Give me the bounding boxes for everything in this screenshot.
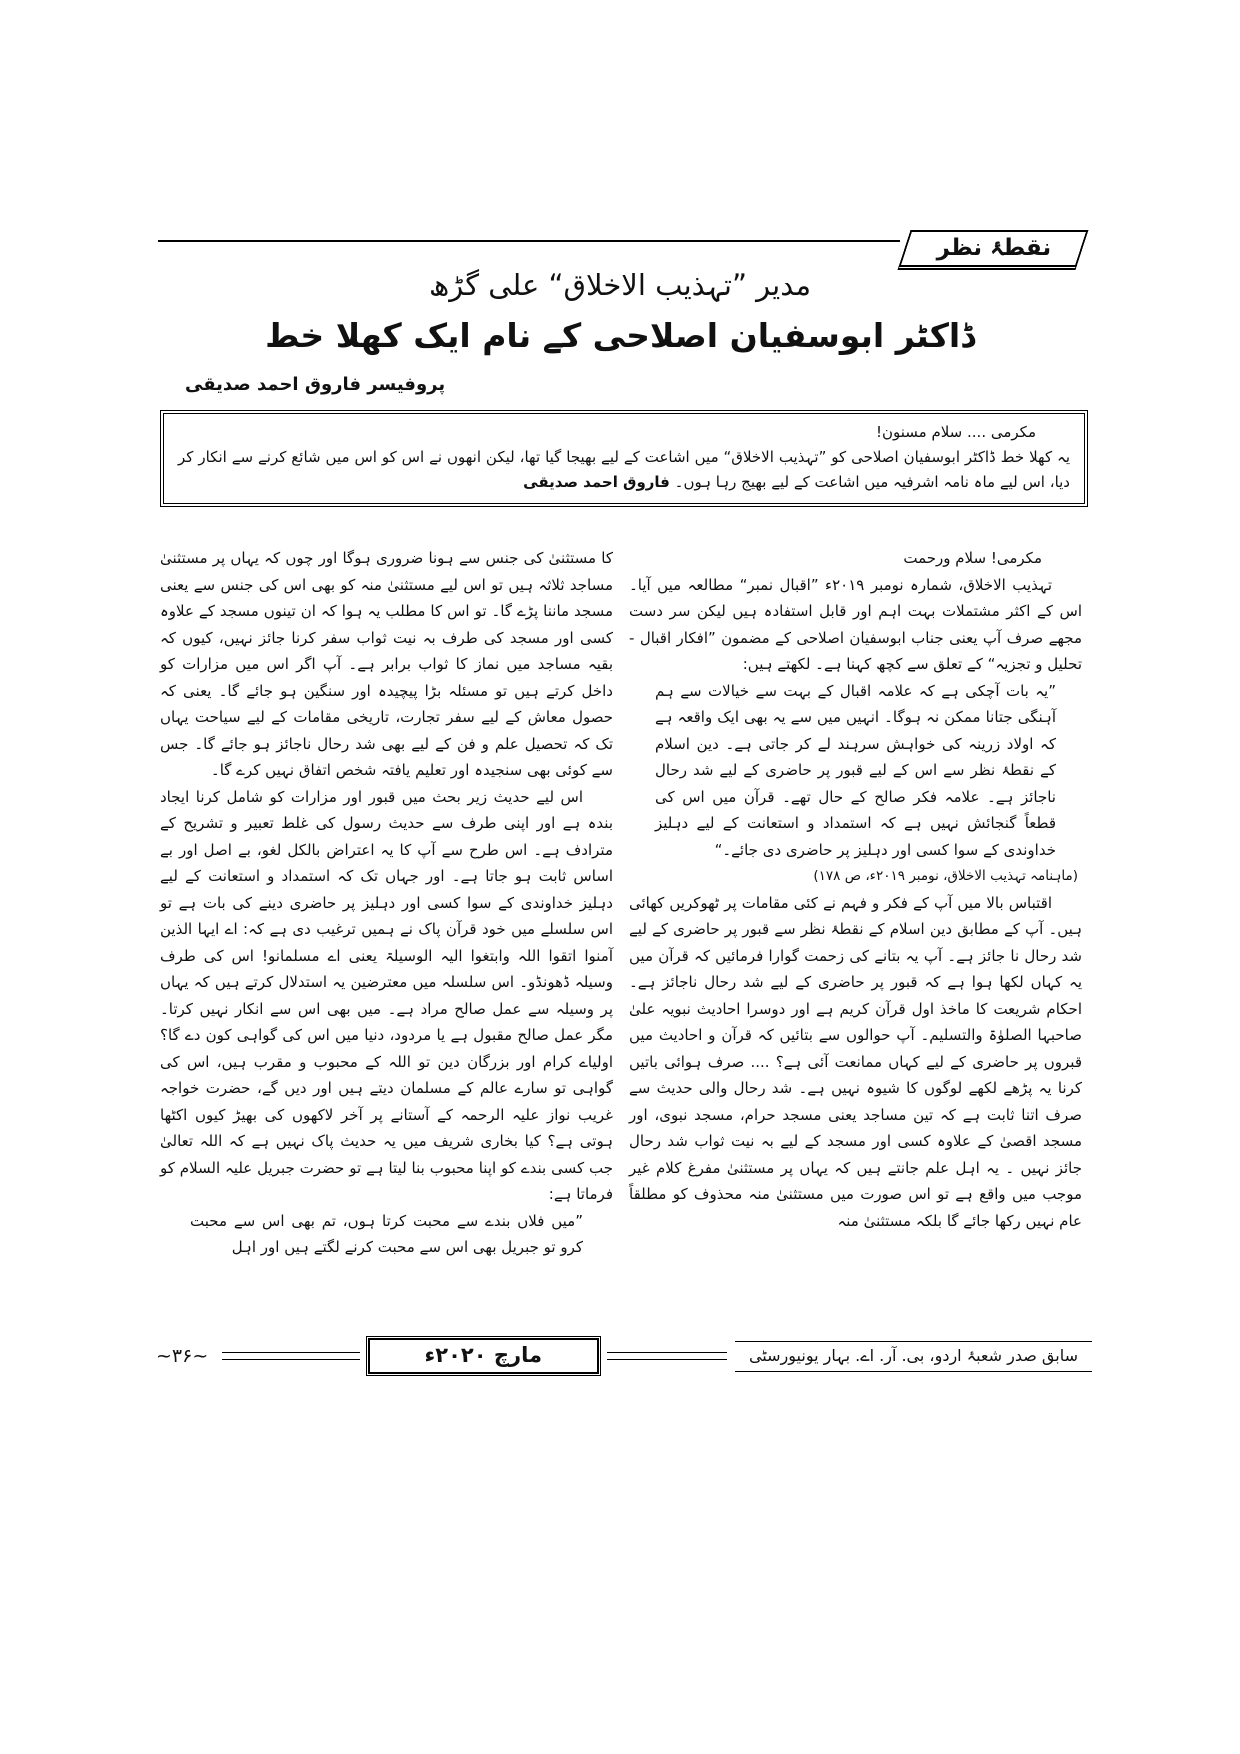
issue-date: مارچ ۲۰۲۰ء (368, 1338, 599, 1374)
header-divider-line (158, 240, 900, 242)
note-body-text: یہ کھلا خط ڈاکٹر ابوسفیان اصلاحی کو ”تہذیب الاخلاق“ میں اشاعت کے لیے بھیجا گیا تھا، لیکن انھوں نے اس کو اس میں شائع کرنے سے انکار کر دیا، اس لیے ماہ نامہ اشرفیہ میں اشاعت کے لیے بھیج رہا ہوں۔ (178, 448, 1070, 491)
block-quote: ”یہ بات آچکی ہے کہ علامہ اقبال کے بہت سے خیالات سے ہم آہنگی جتانا ممکن نہ ہوگا۔ انہیں میں سے یہ بھی ایک واقعہ ہے کہ اولاد زرینہ کی خواہش سرہند لے کر جاتی ہے۔ دین اسلام کے نقطۂ نظر سے اس کے لیے قبور پر حاضری کے لیے شد رحال ناجائز ہے۔ علامہ فکر صالح کے حال تھے۔ قرآن میں اس کی قطعاً گنجائش نہیں ہے کہ استمداد و استعانت کے لیے دہلیز خداوندی کے سوا کسی اور دہلیز پر حاضری دی جائے۔“ (655, 681, 1056, 859)
author-affiliation: سابق صدر شعبۂ اردو، بی. آر. اے. بہار یونیورسٹی (735, 1341, 1092, 1372)
footer-rule-center (607, 1352, 727, 1360)
section-tab-label: نقطۂ نظر (936, 235, 1051, 261)
note-salutation: مکرمی .... سلام مسنون! (875, 423, 1036, 441)
paragraph: تہذیب الاخلاق، شمارہ نومبر ۲۰۱۹ء ”اقبال نمبر“ مطالعہ میں آیا۔ اس کے اکثر مشتملات بہت اہم اور قابل استفادہ ہیں لیکن سر دست مجھے صرف آپ یعنی جناب ابوسفیان اصلاحی کے مضمون ”افکار اقبال - تحلیل و تجزیہ“ کے تعلق سے کچھ کہنا ہے۔ لکھتے ہیں: (629, 575, 1082, 673)
paragraph: اس لیے حدیث زیر بحث میں قبور اور مزارات کو شامل کرنا ایجاد بندہ ہے اور اپنی طرف سے حدیث رسول کی غلط تعبیر و تشریح کے مترادف ہے۔ اس طرح سے آپ کا یہ اعتراض بالکل لغو، بے اصل اور بے اساس ثابت ہو جاتا ہے۔ اور جہاں تک کہ استمداد و استعانت کے لیے دہلیز خداوندی کے سوا کسی اور دہلیز پر حاضری دینے کی بات ہے تو اس سلسلے میں خود قرآن پاک نے ہمیں ترغیب دی ہے کہ: اے ایہا الذین آمنوا اتقوا اللہ وابتغوا الیہ الوسیلۃ یعنی اے مسلمانو! اس کی طرف وسیلہ ڈھونڈو۔ اس سلسلہ میں معترضین یہ استدلال کرتے ہیں کہ یہاں پر وسیلہ سے عمل صالح مراد ہے۔ میں بھی اس سے انکار نہیں کرتا۔ مگر عمل صالح مقبول ہے یا مردود، دنیا میں اس کی گواہی کون دے گا؟ اولیاے کرام اور بزرگان دین تو اللہ کے محبوب و مقرب ہیں، اس کی گواہی تو سارے عالم کے مسلمان دیتے ہیں اور دیں گے، حضرت خواجہ غریب نواز علیہ الرحمہ کے آستانے پر آخر لاکھوں کی بھیڑ کیوں اکٹھا ہوتی ہے؟ کیا بخاری شریف میں یہ حدیث پاک نہیں ہے کہ اللہ تعالیٰ جب کسی بندے کو اپنا محبوب بنا لیتا ہے تو حضرت جبریل علیہ السلام کو فرماتا ہے: (160, 787, 613, 1203)
article-title: ڈاکٹر ابوسفیان اصلاحی کے نام ایک کھلا خط (265, 316, 975, 355)
editorial-note-box (160, 410, 1088, 507)
letter-salutation: مکرمی! سلام ورحمت (903, 549, 1042, 567)
note-body (178, 445, 1070, 495)
footer-rule-left (222, 1352, 359, 1360)
author-byline: پروفیسر فاروق احمد صدیقی (185, 374, 446, 395)
page-footer (150, 1338, 1092, 1374)
page-number: ~۳۶~ (156, 1345, 209, 1367)
hadith-quote: ”میں فلاں بندے سے محبت کرتا ہوں، تم بھی اس سے محبت کرو تو جبریل بھی اس سے محبت کرنے لگتے ہیں اور اہل (190, 1211, 583, 1256)
column-left (160, 545, 613, 1337)
article-body (160, 545, 1082, 1337)
header-rule (158, 230, 1082, 270)
column-right (629, 545, 1082, 1337)
paragraph: اقتباس بالا میں آپ کے فکر و فہم نے کئی مقامات پر ٹھوکریں کھائی ہیں۔ آپ کے مطابق دین اسلام کے نقطۂ نظر سے قبور پر حاضری کے لیے شد رحال نا جائز ہے۔ آپ یہ بتانے کی زحمت گوارا فرمائیں کہ قرآن میں یہ کہاں لکھا ہوا ہے کہ قبور پر حاضری کے لیے شد رحال ناجائز ہے۔ احکام شریعت کا ماخذ اول قرآن کریم ہے اور دوسرا احادیث نبویہ علیٰ صاحبہا الصلوٰۃ والتسلیم۔ آپ حوالوں سے بتائیں کہ قرآن و احادیث میں قبروں پر حاضری کے لیے کہاں ممانعت آئی ہے؟ .... صرف ہوائی باتیں کرنا یہ پڑھے لکھے لوگوں کا شیوہ نہیں ہے۔ شد رحال والی حدیث سے صرف اتنا ثابت ہے کہ تین مساجد یعنی مسجد حرام، مسجد نبوی، اور مسجد اقصیٰ کے علاوہ کسی اور مسجد کے لیے بہ نیت ثواب شد رحال جائز نہیں ۔ یہ اہل علم جانتے ہیں کہ یہاں پر مستثنیٰ مفرغ کلام غیر موجب میں واقع ہے تو اس صورت میں مستثنیٰ منہ محذوف کو مطلقاً عام نہیں رکھا جائے گا بلکہ مستثنیٰ منہ (629, 893, 1082, 1230)
quote-reference: (ماہنامہ تہذیب الاخلاق، نومبر ۲۰۱۹ء، ص ۱۷۸) (813, 868, 1078, 884)
paragraph: کا مستثنیٰ کی جنس سے ہونا ضروری ہوگا اور چوں کہ یہاں پر مستثنیٰ مساجد ثلاثہ ہیں تو اس لیے مستثنیٰ منہ کو بھی اس کی جنس سے یعنی مسجد ماننا پڑے گا۔ تو اس کا مطلب یہ ہوا کہ ان تینوں مسجد کے علاوہ کسی اور مسجد کی طرف بہ نیت ثواب سفر کرنا جائز نہیں، کیوں کہ بقیہ مساجد میں نماز کا ثواب برابر ہے۔ آپ اگر اس میں مزارات کو داخل کرتے ہیں تو مسئلہ بڑا پیچیدہ اور سنگین ہو جائے گا۔ یعنی کہ حصول معاش کے لیے سفر تجارت، تاریخی مقامات کے لیے سیاحت یہاں تک کہ تحصیل علم و فن کے لیے بھی شد رحال ناجائز ہو جائے گا۔ جس سے کوئی بھی سنجیدہ اور تعلیم یافتہ شخص اتفاق نہیں کرے گا۔ (160, 549, 613, 779)
note-signature: فاروق احمد صدیقی (523, 473, 670, 491)
section-tab (897, 230, 1088, 270)
article-subtitle: مدیر ”تہذیب الاخلاق“ علی گڑھ (428, 268, 812, 302)
